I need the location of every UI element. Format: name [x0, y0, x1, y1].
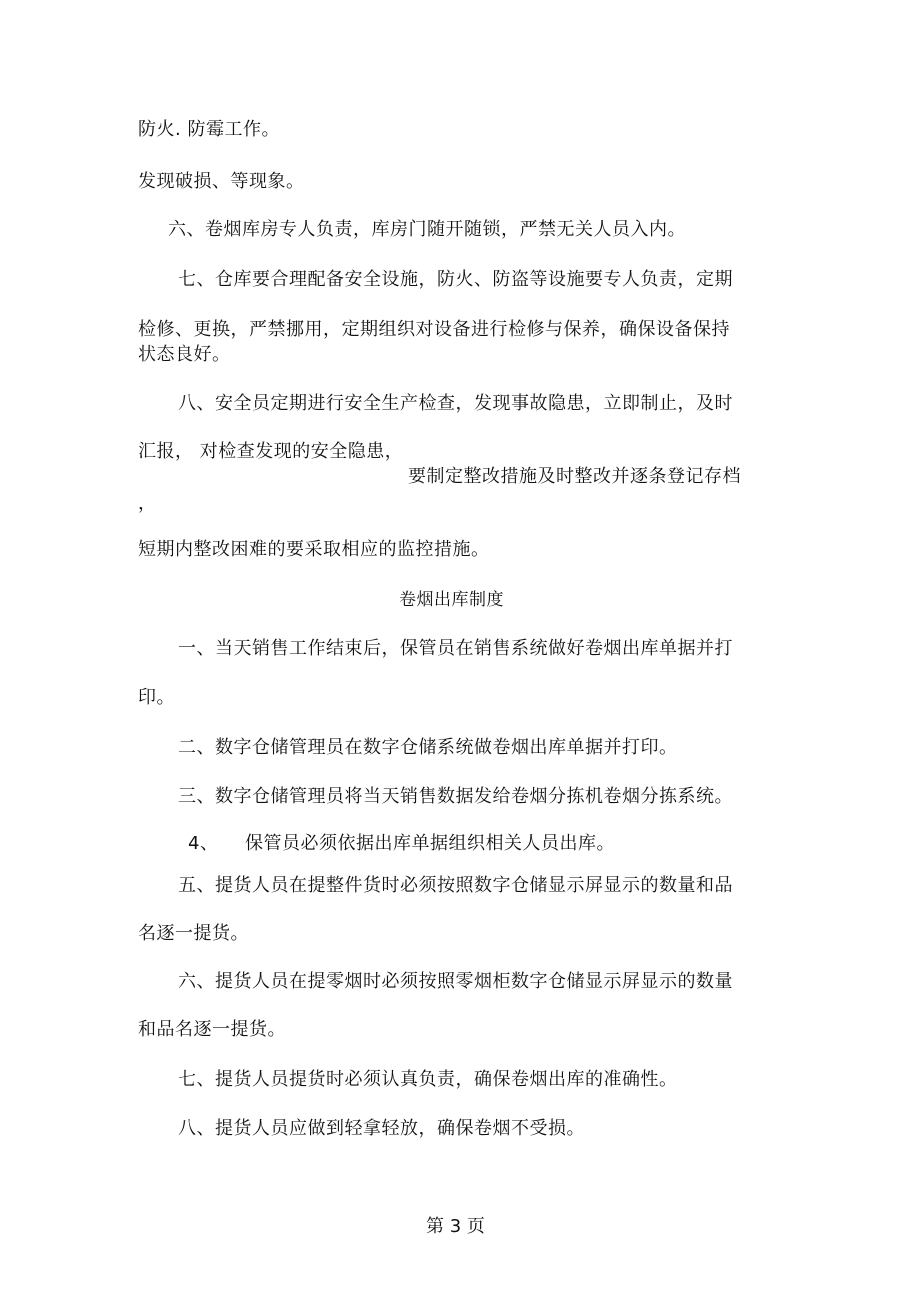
- paragraph-line: 印。: [138, 687, 175, 708]
- rule-item-6: 六、卷烟库房专人负责，库房门随开随锁，严禁无关人员入内。: [168, 219, 686, 240]
- paragraph-line: 短期内整改困难的要采取相应的监控措施。: [138, 539, 490, 560]
- rule-item-7: 七、仓库要合理配备安全设施，防火、防盗等设施要专人负责，定期: [178, 269, 733, 290]
- outbound-item-1: 一、当天销售工作结束后，保管员在销售系统做好卷烟出库单据并打: [178, 638, 733, 659]
- outbound-item-4: 保管员必须依据出库单据组织相关人员出库。: [245, 833, 615, 854]
- outbound-item-8: 八、提货人员应做到轻拿轻放，确保卷烟不受损。: [178, 1118, 585, 1139]
- paragraph-line: 名逐一提货。: [138, 923, 249, 944]
- outbound-item-5: 五、提货人员在提整件货时必须按照数字仓储显示屏显示的数量和品: [178, 875, 733, 896]
- outbound-item-7: 七、提货人员提货时必须认真负责，确保卷烟出库的准确性。: [178, 1069, 678, 1090]
- paragraph-line: 防火. 防霉工作。: [138, 119, 280, 140]
- outbound-item-4-number: 4、: [188, 833, 219, 854]
- page-number: 第 3 页: [426, 1216, 485, 1237]
- paragraph-line: 发现破损、等现象。: [138, 171, 305, 192]
- paragraph-line: 和品名逐一提货。: [138, 1019, 286, 1040]
- paragraph-line: 状态良好。: [138, 344, 231, 365]
- section-title: 卷烟出库制度: [399, 590, 504, 610]
- outbound-item-6: 六、提货人员在提零烟时必须按照零烟柜数字仓储显示屏显示的数量: [178, 971, 733, 992]
- paragraph-line: 检修、更换，严禁挪用，定期组织对设备进行检修与保养，确保设备保持: [138, 319, 730, 340]
- paragraph-line: 汇报， 对检查发现的安全隐患，: [138, 441, 404, 462]
- rule-item-8: 八、安全员定期进行安全生产检查，发现事故隐患，立即制止，及时: [178, 393, 733, 414]
- paragraph-line: 要制定整改措施及时整改并逐条登记存档: [408, 466, 741, 487]
- outbound-item-2: 二、数字仓储管理员在数字仓储系统做卷烟出库单据并打印。: [178, 737, 678, 758]
- outbound-item-3: 三、数字仓储管理员将当天销售数据发给卷烟分拣机卷烟分拣系统。: [178, 786, 733, 807]
- paragraph-line: ，: [138, 493, 157, 514]
